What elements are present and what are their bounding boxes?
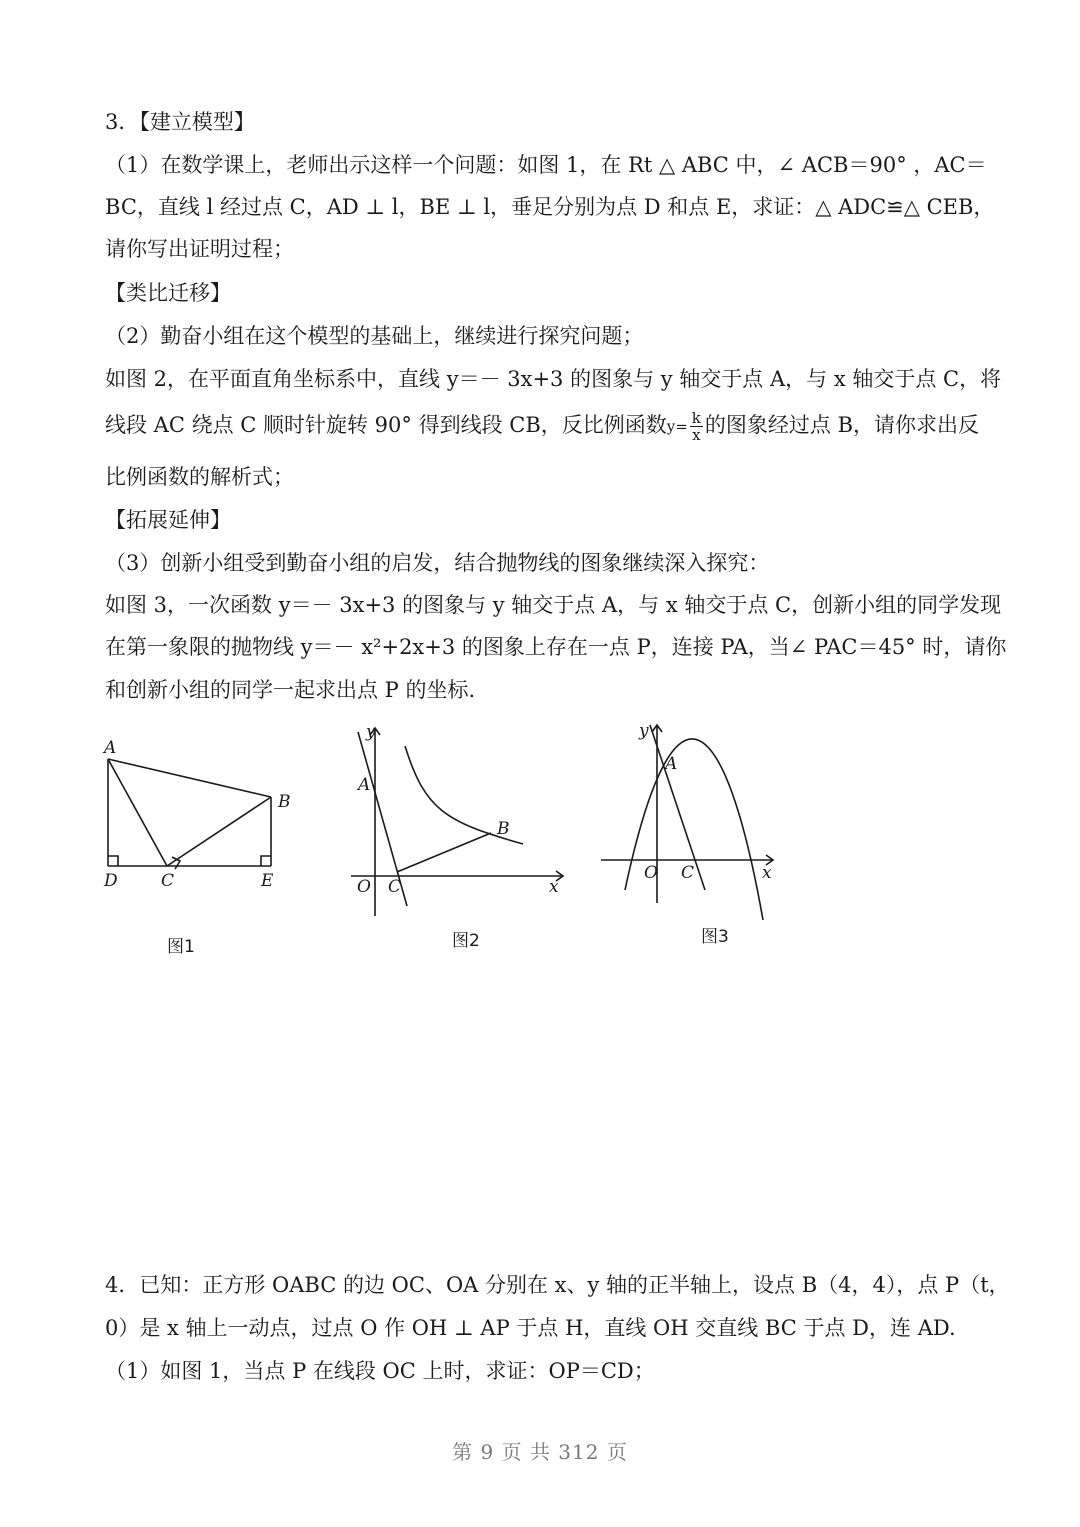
problem3-part3-line3: 在第一象限的抛物线 y＝－ x²+2x+3 的图象上存在一点 P，连接 PA，当∠ PAC＝45° 时，请你	[105, 635, 1007, 659]
fig1-label-B: B	[278, 792, 291, 812]
fig1-label-A: A	[104, 738, 117, 758]
figure-2-caption: 图2	[452, 931, 480, 951]
fig2-label-B: B	[497, 819, 510, 839]
segment-CB	[397, 833, 491, 872]
fig3-label-y: y	[639, 721, 649, 741]
figure-1-caption: 图1	[167, 937, 195, 957]
segment-AB	[108, 759, 271, 797]
fig1-label-D: D	[104, 871, 118, 891]
fig3-label-O: O	[644, 863, 658, 883]
fig3-label-C: C	[681, 863, 695, 883]
fig3-label-x: x	[762, 863, 772, 883]
problem3-part2-line3-a: 线段 AC 绕点 C 顺时针旋转 90° 得到线段 CB，反比例函数	[105, 413, 667, 437]
problem3-part2-line4: 比例函数的解析式；	[105, 465, 294, 489]
problem3-part1-line1: （1）在数学课上，老师出示这样一个问题：如图 1，在 Rt △ ABC 中，∠ ACB＝90° ，AC＝	[105, 153, 987, 177]
line-y-eq-neg3x-plus3	[650, 725, 705, 890]
figure-3	[595, 715, 795, 925]
problem3-part2-line2: 如图 2，在平面直角坐标系中，直线 y＝－ 3x+3 的图象与 y 轴交于点 A，与 x 轴交于点 C，将	[105, 367, 1002, 391]
section-extension-heading: 【拓展延伸】	[105, 508, 231, 532]
page-footer: 第 9 页 共 312 页	[452, 1440, 628, 1464]
problem3-part2-line3-b: 的图象经过点 B，请你求出反	[704, 413, 979, 437]
problem3-part3-line4: 和创新小组的同学一起求出点 P 的坐标.	[105, 678, 476, 702]
problem3-part3-line1: （3）创新小组受到勤奋小组的启发，结合抛物线的图象继续深入探究：	[105, 551, 770, 575]
section-analogy-heading: 【类比迁移】	[105, 281, 231, 305]
right-angle-mark-E	[261, 856, 271, 866]
fig2-label-y: y	[366, 722, 376, 742]
figure-1	[100, 735, 300, 895]
problem3-part2-line1: （2）勤奋小组在这个模型的基础上，继续进行探究问题；	[105, 324, 644, 348]
problem4-line2: 0）是 x 轴上一动点，过点 O 作 OH ⊥ AP 于点 H，直线 OH 交直线 BC 于点 D，连 AD.	[105, 1316, 956, 1340]
figure-3-caption: 图3	[701, 927, 729, 947]
fig2-label-C: C	[388, 877, 402, 897]
problem3-part3-line2: 如图 3，一次函数 y＝－ 3x+3 的图象与 y 轴交于点 A，与 x 轴交于点 C，创新小组的同学发现	[105, 593, 1002, 617]
fraction-denominator: x	[692, 426, 701, 444]
segment-CB	[167, 797, 271, 866]
problem3-title: 3．【建立模型】	[105, 110, 255, 134]
problem3-part1-line3: 请你写出证明过程；	[105, 237, 294, 261]
problem3-part1-line2: BC，直线 l 经过点 C，AD ⊥ l，BE ⊥ l，垂足分别为点 D 和点 E，求证：△ ADC≌△ CEB，	[105, 195, 995, 219]
figure-2	[345, 720, 575, 920]
problem4-line3: （1）如图 1，当点 P 在线段 OC 上时，求证：OP＝CD；	[105, 1359, 655, 1383]
problem4-line1: 4．已知：正方形 OABC 的边 OC、OA 分别在 x、y 轴的正半轴上，设点 B（4，4），点 P（t，	[105, 1273, 1010, 1297]
fig2-label-O: O	[357, 877, 371, 897]
right-angle-mark-D	[108, 856, 118, 866]
fig2-label-A: A	[358, 775, 371, 795]
fig1-label-C: C	[161, 871, 175, 891]
fraction-k-over-x	[690, 410, 703, 443]
segment-AC	[108, 759, 167, 866]
fig2-label-x: x	[549, 877, 559, 897]
problem3-part2-line3	[105, 410, 979, 443]
fig1-label-E: E	[261, 871, 274, 891]
fraction-numerator: k	[691, 409, 701, 427]
parabola-curve	[625, 739, 763, 920]
inverse-function-formula: y=	[666, 417, 688, 436]
fig3-label-A: A	[665, 754, 678, 774]
